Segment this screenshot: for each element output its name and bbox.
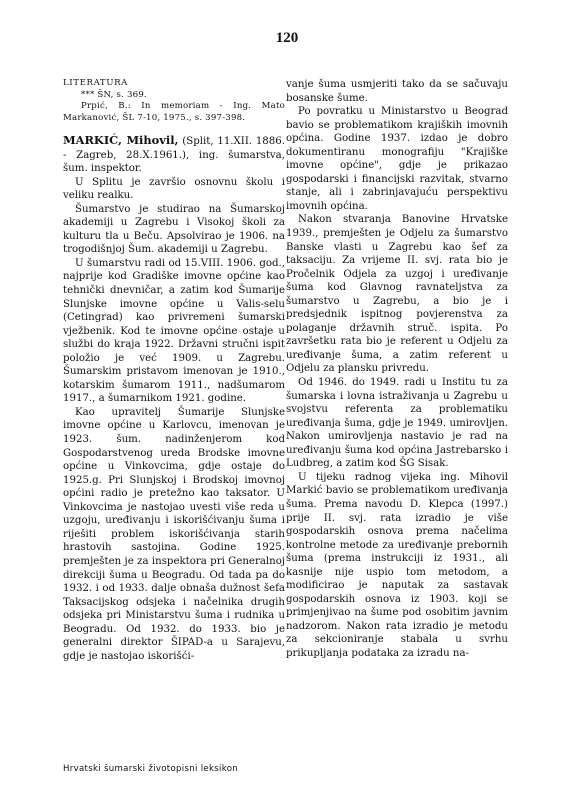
left-paragraph: U Splitu je završio osnovnu školu i veliku realku. (63, 176, 285, 202)
right-paragraph: Nakon stvaranja Banovine Hrvatske 1939., premješten je Odjelu za šumarstvo Banske vlasti u Zagrebu kao šef za taksaciju. Za vrijeme II. svj. rata bio je Pročelnik Odjela za uzgoj i uređivanje šuma kod Glavnog ravnateljstva za šumarstvo u Zagrebu, a bio je i predsjednik ispitnog povjerenstva za polaganje državnih struč. ispita. Po završetku rata bio je referent u Odjelu za uređivanje šuma, a zatim referent u Odjelu za plansku privredu. (286, 214, 508, 375)
page-number: 120 (275, 30, 299, 46)
right-paragraph: Od 1946. do 1949. radi u Institu tu za šumarska i lovna istraživanja u Zagrebu u svojstvu referenta za problematiku uređivanja šuma, gdje je 1949. umirovljen. Nakon umirovljenja nastavio je rad na uređivanju šuma kod općina Jastrebarsko i Ludbreg, a zatim kod ŠG Sisak. (286, 377, 508, 470)
right-paragraph: vanje šuma usmjeriti tako da se sačuvaju bosanske šume. (286, 79, 508, 104)
entry-heading (63, 134, 285, 176)
left-column (63, 78, 285, 663)
left-paragraph: U šumarstvu radi od 15.VIII. 1906. god., najprije kod Gradiške imovne općine kao tehnički dnevničar, a zatim kod Šumarije Slunjske imovne općine u Valis-selu (Cetingrad) kao privremeni šumarski vježbenik. Kod te imovne općine ostaje u službi do kraja 1922. Državni stručni ispit položio je već 1909. u Zagrebu. Šumarskim pristavom imenovan je 1910., kotarskim šumarom 1911., nadšumarom 1917., a šumarnikom 1921. godine. (63, 257, 285, 405)
footer-title: Hrvatski šumarski životopisni leksikon (63, 764, 239, 774)
literature-line-2: Prpić, B.: In memoriam - Ing. Mato Markanović, ŠL 7-10, 1975., s. 397-398. (63, 101, 285, 123)
left-paragraph: Šumarstvo je studirao na Šumarskoj akademiji u Zagrebu i Visokoj školi za kulturu tla u Beču. Apsolvirao je 1906. na trogodišnjoj Šum. akademiji u Zagrebu. (63, 203, 285, 256)
left-paragraph: Kao upravitelj Šumarije Slunjske imovne općine u Karlovcu, imenovan je 1923. šum. nadinženjerom kod Gospodarstvenog ureda Brodske imovne općine u Vinkovcima, gdje ostaje do 1925.g. Pri Slunjskoj i Brodskoj imovnoj općini radio je pretežno kao taksator. U Vinkovcima je nastojao uvesti više reda u uzgoju, uređivanju i iskorišćivanju šuma i riješiti problem iskorišćivanja starih hrastovih sastojina. Godine 1925. premješten je za inspektora pri Generalnoj direkciji šuma u Beogradu. Od tada pa do 1932. i od 1933. dalje obnaša dužnost šefa Taksacijskog odsjeka i načelnika drugih odsjeka pri Ministarstvu šuma i rudnika u Beogradu. Od 1932. do 1933. bio je generalni direktor ŠIPAD-a u Sarajevu, gdje je nastojao iskorišći- (63, 406, 285, 662)
entry-intro: (Split, 11.XII. 1886. - Zagreb, 28.X.1961.), ing. šumarstva, šum. inspektor. (63, 136, 285, 175)
right-paragraph: U tijeku radnog vijeka ing. Mihovil Markić bavio se problematikom uređivanja šuma. Prema navodu D. Klepca (1997.) prije II. svj. rata izradio je više gospodarskih osnova prema načelima kontrolne metode za uređivanje prebornih šuma (prema instrukciji iz 1931., ali kasnije nije uspio tom metodom, a modificirao je naputak za sastavak gospodarskih osnova iz 1903. koji se primjenjivao na šume pod osobitim javnim nadzorom. Nakon rata izradio je metodu za sekcioniranje stabala u svrhu prikupljanja podataka za izradu na- (286, 471, 508, 659)
literature-title: LITERATURA (63, 78, 128, 88)
right-paragraph: Po povratku u Ministarstvo u Beograd bavio se problematikom krajiških imovnih općina. Godine 1937. izdao je dobro dokumentiranu monografiju "Krajiške imovne općine", gdje je prikazao gospodarski i financijski razvitak, stvarno stanje, ali i zabrinjavajuću perspektivu imovnih općina. (286, 106, 508, 212)
right-column (286, 78, 508, 661)
entry-name: MARKIĆ, Mihovil, (63, 133, 179, 147)
literature-line-1: *** ŠN, s. 369. (81, 89, 147, 100)
